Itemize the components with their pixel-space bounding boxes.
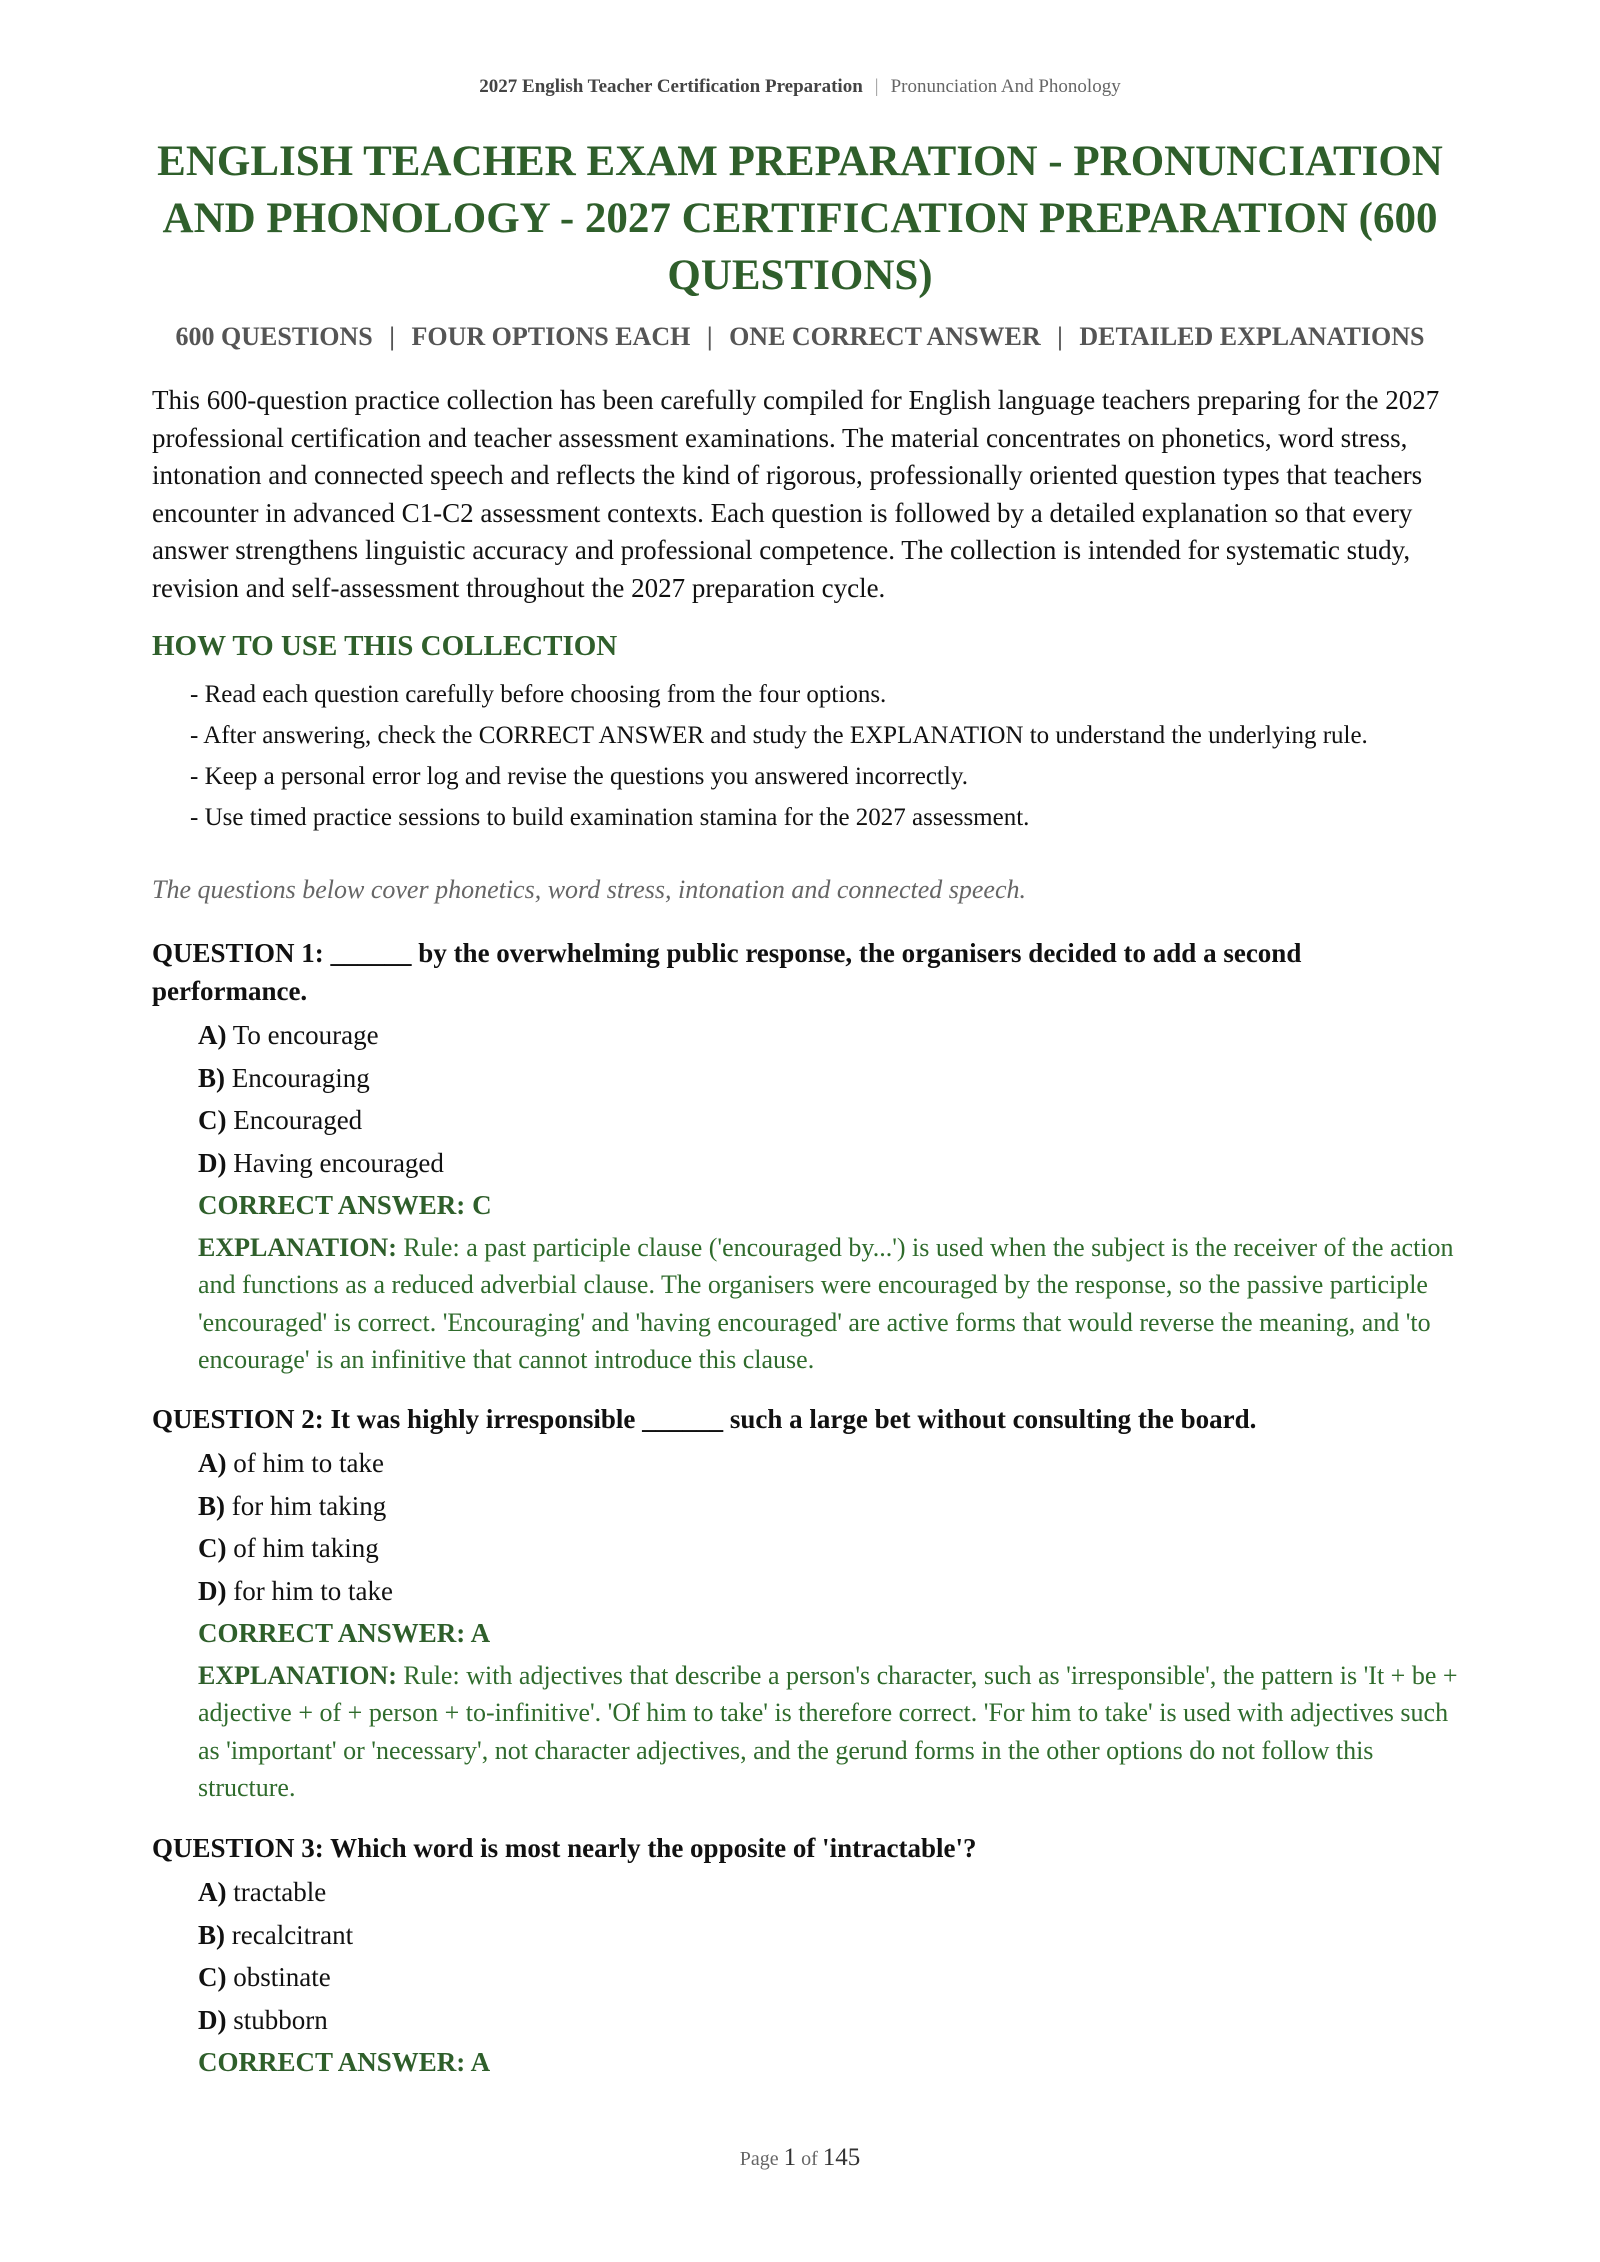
option-letter: D): [198, 1147, 227, 1178]
answer-option: [198, 1142, 1452, 1185]
option-text: stubborn: [233, 2004, 328, 2035]
option-text: of him to take: [233, 1448, 384, 1478]
answer-option: [198, 1057, 1452, 1100]
option-text: obstinate: [233, 1962, 331, 1992]
answer-option: [198, 1099, 1452, 1142]
question-number: QUESTION 2:: [152, 1404, 324, 1434]
correct-answer-label: CORRECT ANSWER:: [198, 1618, 466, 1648]
answer-option: [198, 1014, 1452, 1057]
option-text: Having encouraged: [233, 1147, 444, 1178]
option-letter: C): [198, 1962, 227, 1992]
correct-answer-letter: C: [472, 1190, 492, 1220]
question-stem: ______ by the overwhelming public response, the organisers decided to add a second performance.: [152, 938, 1302, 1006]
correct-answer-label: CORRECT ANSWER:: [198, 1190, 466, 1220]
question-number: QUESTION 3:: [152, 1833, 324, 1863]
answer-option: [198, 1527, 1452, 1570]
coverage-note: The questions below cover phonetics, word stress, intonation and connected speech.: [152, 875, 1026, 904]
option-letter: B): [198, 1490, 225, 1521]
running-header: [0, 76, 1600, 98]
explanation-label: EXPLANATION:: [198, 1232, 397, 1262]
how-to-item: - Read each question carefully before choosing from the four options.: [190, 681, 887, 708]
header-section-title: Pronunciation And Phonology: [890, 76, 1121, 97]
how-to-item: - Use timed practice sessions to build examination stamina for the 2027 assessment.: [190, 804, 1030, 831]
answer-option: [198, 1485, 1452, 1528]
explanation: [198, 1657, 1460, 1807]
option-letter: D): [198, 2004, 227, 2035]
question-block: [152, 934, 1452, 1379]
intro-paragraph: This 600-question practice collection has been carefully compiled for English language teachers preparing for the 2027 professional certification and teacher assessment examinations. The material concentrates on phonetics, word stress, intonation and connected speech and reflects the kind of rigorous, professionally oriented question types that teachers encounter in advanced C1-C2 assessment contexts. Each question is followed by a detailed explanation so that every answer strengthens linguistic accuracy and professional competence. The collection is intended for systematic study, revision and self-assessment throughout the 2027 preparation cycle.: [152, 385, 1440, 603]
subtitle-item: FOUR OPTIONS EACH: [411, 322, 691, 351]
page-of-label: of: [801, 2148, 818, 2170]
page-footer: [0, 2144, 1600, 2172]
option-text: of him taking: [233, 1533, 379, 1563]
question-stem: It was highly irresponsible ______ such a large bet without consulting the board.: [330, 1404, 1257, 1434]
option-letter: B): [198, 1062, 225, 1093]
document-subtitle: [100, 322, 1500, 352]
how-to-item: - Keep a personal error log and revise the questions you answered incorrectly.: [190, 763, 968, 790]
answer-option: [198, 1999, 1452, 2042]
question-text: [152, 1400, 1452, 1438]
header-book-title: 2027 English Teacher Certification Preparation: [479, 76, 863, 97]
page-total: 145: [822, 2144, 861, 2171]
correct-answer: [198, 2041, 1452, 2084]
option-letter: A): [198, 1020, 227, 1050]
subtitle-item: 600 QUESTIONS: [175, 322, 373, 351]
correct-answer-letter: A: [470, 1618, 491, 1648]
option-text: Encouraging: [231, 1062, 370, 1093]
how-to-heading: HOW TO USE THIS COLLECTION: [152, 630, 618, 662]
option-text: for him to take: [233, 1575, 393, 1606]
question-text: [152, 934, 1452, 1010]
explanation-text: Rule: with adjectives that describe a person's character, such as 'irresponsible', the pattern is 'It + be + adjective + of + person + to-infinitive'. 'Of him to take' is therefore correct. 'For him to take' is used with adjectives such as 'important' or 'necessary', not character adjectives, and the gerund forms in the other options do not follow this structure.: [198, 1660, 1458, 1802]
answer-option: [198, 1442, 1452, 1485]
explanation-label: EXPLANATION:: [198, 1660, 397, 1690]
answer-option: [198, 1914, 1452, 1957]
option-text: To encourage: [232, 1020, 379, 1050]
answer-option: [198, 1871, 1452, 1914]
option-letter: A): [198, 1877, 227, 1907]
subtitle-item: ONE CORRECT ANSWER: [729, 322, 1041, 351]
option-text: Encouraged: [233, 1105, 363, 1135]
page-current: 1: [783, 2144, 797, 2171]
question-text: [152, 1829, 1452, 1867]
correct-answer-label: CORRECT ANSWER:: [198, 2047, 466, 2077]
question-number: QUESTION 1:: [152, 938, 324, 968]
page-label: Page: [739, 2148, 779, 2170]
option-letter: D): [198, 1575, 227, 1606]
question-block: [152, 1400, 1458, 1807]
answer-option: [198, 1570, 1452, 1613]
how-to-item: - After answering, check the CORRECT ANSWER and study the EXPLANATION to understand the underlying rule.: [190, 722, 1368, 749]
answer-option: [198, 1956, 1452, 1999]
how-to-list: [190, 677, 1420, 841]
correct-answer: [198, 1184, 1452, 1227]
subtitle-separator: |: [706, 322, 713, 351]
explanation-text: Rule: a past participle clause ('encouraged by...') is used when the subject is the receiver of the action and functions as a reduced adverbial clause. The organisers were encouraged by the response, so the passive participle 'encouraged' is correct. 'Encouraging' and 'having encouraged' are active forms that would reverse the meaning, and 'to encourage' is an infinitive that cannot introduce this clause.: [198, 1232, 1454, 1374]
option-letter: A): [198, 1448, 227, 1478]
option-text: for him taking: [231, 1490, 387, 1521]
option-letter: C): [198, 1105, 227, 1135]
correct-answer-letter: A: [470, 2047, 491, 2077]
document-title: ENGLISH TEACHER EXAM PREPARATION - PRONUNCIATION AND PHONOLOGY - 2027 CERTIFICATION PREPARATION (600 QUESTIONS): [157, 138, 1443, 299]
question-block: [152, 1829, 1452, 2084]
subtitle-item: DETAILED EXPLANATIONS: [1079, 322, 1425, 351]
header-separator: |: [874, 76, 879, 97]
option-text: tractable: [233, 1877, 327, 1907]
explanation: [198, 1229, 1460, 1379]
correct-answer: [198, 1612, 1452, 1655]
option-letter: C): [198, 1533, 227, 1563]
option-text: recalcitrant: [231, 1919, 354, 1950]
option-letter: B): [198, 1919, 225, 1950]
subtitle-separator: |: [389, 322, 396, 351]
question-stem: Which word is most nearly the opposite of 'intractable'?: [330, 1833, 977, 1863]
subtitle-separator: |: [1057, 322, 1063, 351]
